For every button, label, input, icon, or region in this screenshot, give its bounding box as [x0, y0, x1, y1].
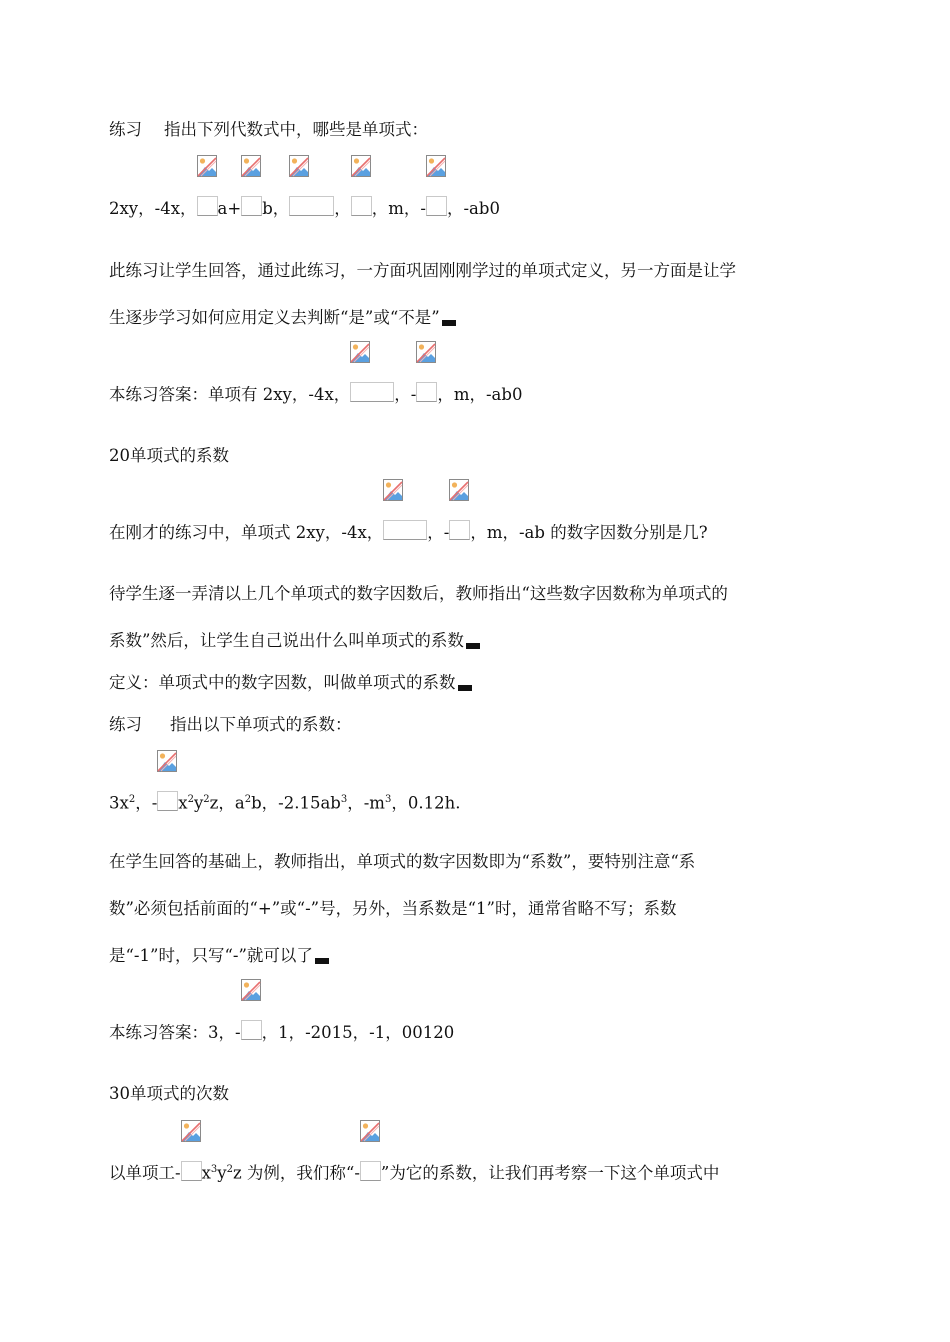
- broken-image-icon: [426, 155, 446, 177]
- exponent: 2: [226, 1164, 233, 1175]
- question-text: ，-: [427, 523, 450, 542]
- answer-1: [109, 382, 522, 406]
- broken-image-icon: [289, 155, 309, 177]
- formula-image: [241, 196, 262, 216]
- formula-image: [350, 382, 394, 402]
- expr-text: 2xy，-4x，: [109, 199, 197, 218]
- paragraph: 数”必须包括前面的“+”或“-”号，另外，当系数是“1”时，通常省略不写；系数: [109, 899, 677, 918]
- exponent: 2: [187, 794, 194, 805]
- formula-image: [426, 196, 447, 216]
- paragraph: 此练习让学生回答，通过此练习，一方面巩固刚刚学过的单项式定义，另一方面是让学: [109, 261, 736, 280]
- answer-text: ，m，-ab0: [437, 385, 523, 404]
- exercise-2-heading: [109, 713, 352, 737]
- formula-image: [241, 1020, 262, 1040]
- expr-text: z，a: [209, 793, 245, 813]
- paragraph: 待学生逐一弄清以上几个单项式的数字因数后，教师指出“这些数字因数称为单项式的: [109, 584, 728, 603]
- expr-text: ，m，-: [371, 199, 426, 218]
- paragraph: 在学生回答的基础上，教师指出，单项式的数字因数即为“系数”，要特别注意“系: [109, 852, 696, 871]
- formula-image: [181, 1161, 202, 1181]
- paragraph-text: z 为例，我们称“-: [232, 1163, 360, 1183]
- paragraph: [109, 944, 329, 968]
- expr-text: b，: [262, 199, 290, 218]
- paragraph-mark: [442, 318, 456, 326]
- formula-image: [416, 382, 437, 402]
- exercise-prompt: 指出下列代数式中，哪些是单项式：: [164, 120, 428, 139]
- paragraph: [109, 629, 480, 653]
- exponent: 2: [203, 794, 210, 805]
- question: [109, 520, 708, 544]
- expr-text: y: [193, 793, 204, 813]
- expr-text: ，-ab0: [446, 199, 500, 218]
- broken-image-icon: [416, 341, 436, 363]
- paragraph: [109, 306, 456, 330]
- exercise-label: 练习: [109, 120, 142, 139]
- formula-image: [289, 196, 334, 216]
- broken-image-icon: [449, 479, 469, 501]
- answer-text: 本练习答案：单项有 2xy，-4x，: [109, 385, 351, 404]
- exponent: 3: [384, 794, 392, 805]
- expr-text: 3x: [109, 793, 129, 813]
- broken-image-icon: [350, 341, 370, 363]
- broken-image-icon: [241, 155, 261, 177]
- exercise-1-heading: [109, 118, 428, 142]
- answer-text: 本练习答案：3，-: [109, 1023, 241, 1042]
- expr-text: b，-2.15ab: [251, 793, 341, 813]
- exponent: 3: [340, 794, 348, 805]
- section-heading-coefficient: 20单项式的系数: [109, 446, 229, 465]
- broken-image-icon: [383, 479, 403, 501]
- paragraph-text: x: [201, 1163, 211, 1183]
- paragraph-text: 系数”然后，让学生自己说出什么叫单项式的系数: [109, 631, 464, 650]
- question-text: ，m，-ab 的数字因数分别是几?: [470, 523, 708, 542]
- broken-image-icon: [197, 155, 217, 177]
- broken-image-icon: [241, 979, 261, 1001]
- expr-text: a+: [217, 199, 242, 218]
- question-text: 在刚才的练习中，单项式 2xy，-4x，: [109, 523, 384, 542]
- definition-text: 定义：单项式中的数字因数，叫做单项式的系数: [109, 673, 456, 692]
- formula-image: [383, 520, 427, 540]
- formula-image: [197, 196, 218, 216]
- paragraph-text: 以单项工-: [109, 1163, 181, 1183]
- exponent: 2: [244, 794, 252, 805]
- formula-image: [360, 1161, 381, 1181]
- section-heading-degree: 30单项式的次数: [109, 1084, 229, 1103]
- expr-text: ，: [334, 199, 351, 218]
- answer-2: [109, 1020, 454, 1044]
- paragraph-mark: [458, 683, 472, 691]
- monomial-list: [109, 788, 460, 812]
- answer-text: ，1，-2015，-1，00120: [261, 1023, 455, 1042]
- exponent: 2: [128, 794, 136, 805]
- paragraph-text: 是“-1”时，只写“-”就可以了: [109, 946, 313, 965]
- paragraph-text: y: [217, 1163, 227, 1183]
- expr-text: ，-: [135, 793, 158, 813]
- expression-list: [109, 196, 500, 220]
- exponent: 3: [210, 1164, 218, 1175]
- paragraph-last: [109, 1158, 719, 1182]
- formula-image: [351, 196, 372, 216]
- paragraph-mark: [315, 956, 329, 964]
- formula-image: [449, 520, 470, 540]
- paragraph-mark: [466, 641, 480, 649]
- expr-text: ，0.12h.: [391, 793, 461, 813]
- paragraph-text: ”为它的系数，让我们再考察一下这个单项式中: [380, 1163, 720, 1183]
- exercise-prompt: 指出以下单项式的系数：: [170, 715, 352, 734]
- paragraph-text: 生逐步学习如何应用定义去判断“是”或“不是”: [109, 308, 440, 327]
- answer-text: ，-: [394, 385, 417, 404]
- expr-text: ，-m: [347, 793, 385, 813]
- formula-image: [157, 791, 178, 811]
- broken-image-icon: [351, 155, 371, 177]
- expr-text: x: [178, 793, 188, 813]
- broken-image-icon: [181, 1120, 201, 1142]
- definition: [109, 671, 472, 695]
- broken-image-icon: [360, 1120, 380, 1142]
- exercise-label: 练习: [109, 715, 142, 734]
- broken-image-icon: [157, 750, 177, 772]
